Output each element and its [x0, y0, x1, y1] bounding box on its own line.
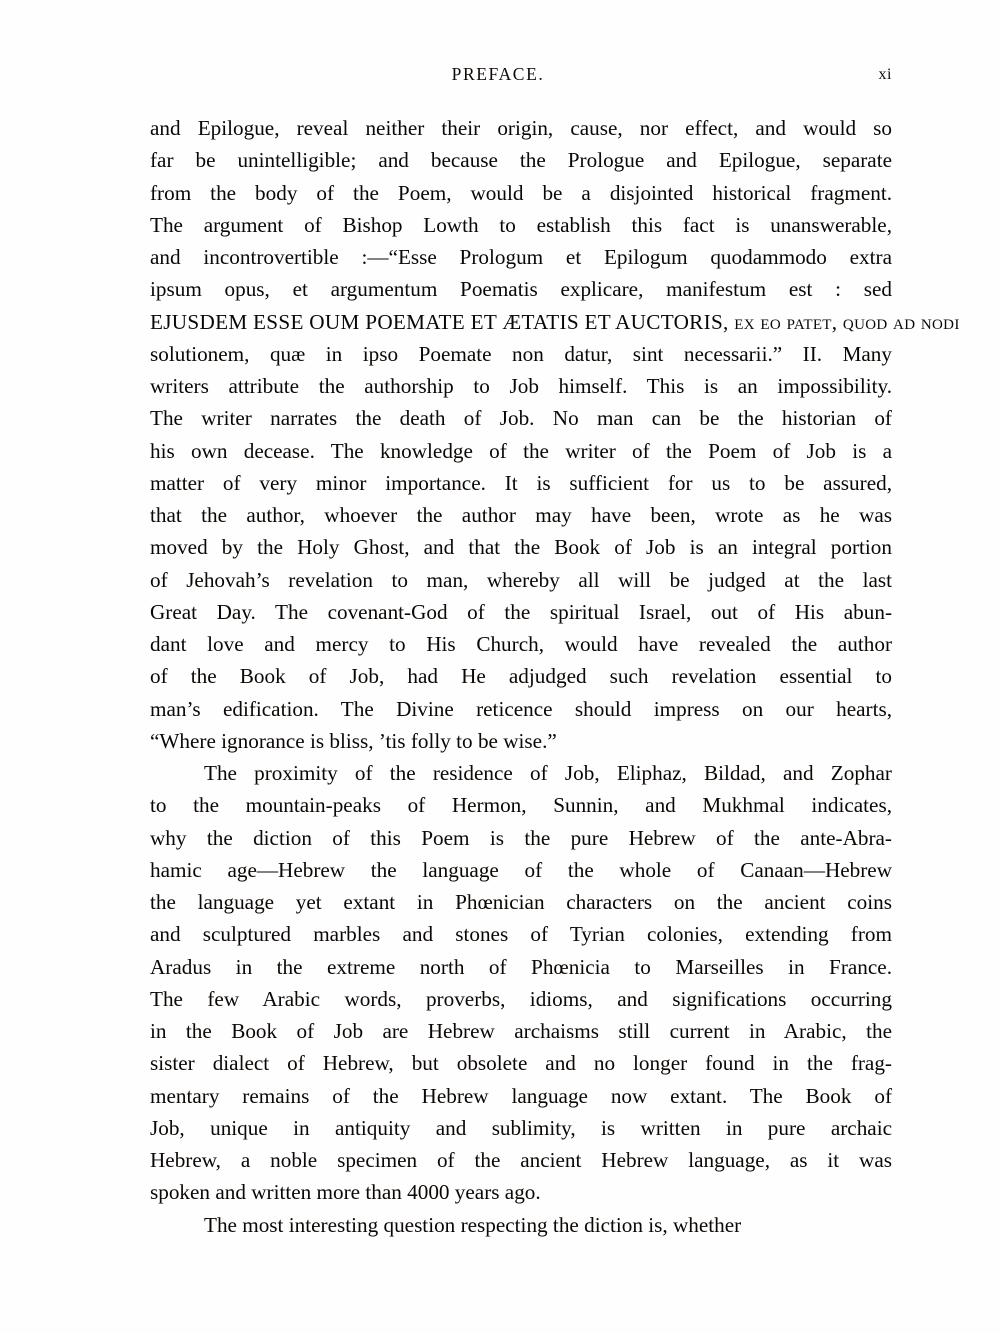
text-line: mentary remains of the Hebrew language now extant. The Book of [150, 1083, 892, 1108]
paragraph [150, 757, 892, 1209]
text-line: the language yet extant in Phœnician characters on the ancient coins [150, 890, 892, 914]
text-line: to the mountain-peaks of Hermon, Sunnin, and Mukhmal indicates, [150, 793, 892, 818]
text-line: moved by the Holy Ghost, and that the Book of Job is an integral portion [150, 535, 892, 560]
text-line: writers attribute the authorship to Job himself. This is an impossibility. [150, 374, 892, 398]
text-line: and Epilogue, reveal neither their origin, cause, nor effect, and would so [150, 116, 892, 140]
text-line: his own decease. The knowledge of the writer of the Poem of Job is a [150, 438, 892, 463]
paragraph [150, 112, 960, 757]
page-folio: xi [878, 66, 892, 83]
text-line: EJUSDEM ESSE OUM POEMATE ET ÆTATIS ET AUCTORIS, ex eo patet, quod ad nodi [150, 309, 960, 334]
text-line: why the diction of this Poem is the pure Hebrew of the ante-Abra- [150, 825, 892, 850]
text-line: from the body of the Poem, would be a disjointed historical fragment. [150, 180, 892, 205]
text-line: “Where ignorance is bliss, ’tis folly to be wise.” [150, 728, 557, 753]
text-line: spoken and written more than 4000 years ago. [150, 1180, 541, 1205]
text-line: matter of very minor importance. It is sufficient for us to be assured, [150, 470, 892, 495]
text-line: sister dialect of Hebrew, but obsolete and no longer found in the frag- [150, 1051, 892, 1076]
text-block [150, 112, 960, 1241]
text-line: far be unintelligible; and because the Prologue and Epilogue, separate [150, 148, 892, 173]
text-line: Great Day. The covenant-God of the spiritual Israel, out of His abun- [150, 599, 892, 624]
text-line: that the author, whoever the author may have been, wrote as he was [150, 503, 892, 527]
paragraph [150, 1209, 892, 1241]
text-line: dant love and mercy to His Church, would have revealed the author [150, 632, 892, 656]
text-line: solutionem, quæ in ipso Poemate non datur, sint necessarii.” II. Many [150, 341, 892, 366]
text-line: in the Book of Job are Hebrew archaisms still current in Arabic, the [150, 1019, 892, 1043]
text-line: The few Arabic words, proverbs, idioms, and significations occurring [150, 986, 892, 1011]
text-line: of the Book of Job, had He adjudged such revelation essential to [150, 664, 892, 689]
text-line: ipsum opus, et argumentum Poematis explicare, manifestum est : sed [150, 277, 892, 302]
text-line: Aradus in the extreme north of Phœnicia to Marseilles in France. [150, 954, 892, 979]
text-line: Job, unique in antiquity and sublimity, is written in pure archaic [150, 1115, 892, 1140]
running-title: PREFACE. [451, 64, 545, 84]
text-line: and sculptured marbles and stones of Tyrian colonies, extending from [150, 922, 892, 947]
text-line: and incontrovertible :—“Esse Prologum et Epilogum quodammodo extra [150, 245, 892, 269]
text-line: Hebrew, a noble specimen of the ancient Hebrew language, as it was [150, 1148, 892, 1172]
running-head [150, 64, 890, 90]
text-line: The argument of Bishop Lowth to establish this fact is unanswerable, [150, 212, 892, 237]
text-line: The writer narrates the death of Job. No man can be the historian of [150, 406, 892, 431]
text-line: of Jehovah’s revelation to man, whereby all will be judged at the last [150, 567, 892, 592]
text-line: hamic age—Hebrew the language of the whole of Canaan—Hebrew [150, 857, 892, 882]
text-line: The most interesting question respecting the diction is, whether [204, 1212, 742, 1237]
text-line: The proximity of the residence of Job, Eliphaz, Bildad, and Zophar [204, 761, 892, 785]
text-line: man’s edification. The Divine reticence should impress on our hearts, [150, 696, 892, 721]
